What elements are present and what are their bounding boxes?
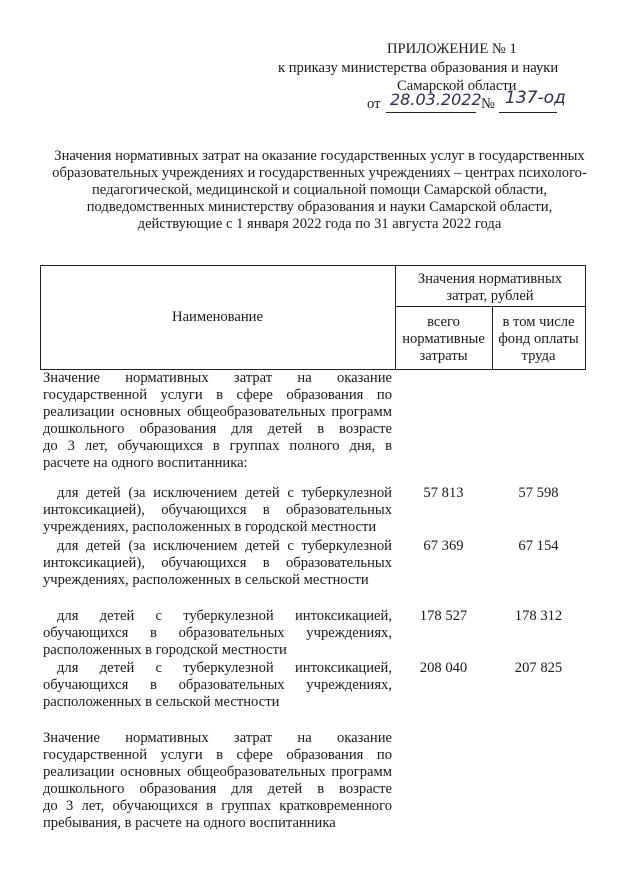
- row-line: для детей (за исключением детей с туберкулезной: [57, 485, 392, 501]
- row-line: учреждениях, расположенных в городской местности: [43, 519, 377, 535]
- section-1-line: дошкольного образования для детей в возрасте: [43, 421, 392, 437]
- header-total-line-1: всего: [427, 314, 460, 330]
- section-1-line: государственной услуги в сфере образования по: [43, 387, 392, 403]
- section-2-heading: [43, 731, 392, 841]
- row-line: учреждениях, расположенных в сельской местности: [43, 572, 369, 588]
- title-line-2: образовательных учреждениях и государственных учреждениях – центрах психолого-: [52, 165, 587, 181]
- appendix-number-label: №: [481, 96, 495, 112]
- header-subdivider: [395, 306, 585, 307]
- table-top-border: [40, 265, 585, 266]
- title-line-1: Значения нормативных затрат на оказание государственных услуг в государственных: [54, 148, 585, 164]
- header-group-line-2: затрат, рублей: [446, 288, 534, 304]
- date-underline: [386, 112, 476, 113]
- row-4-wage: 207 825: [514, 660, 563, 676]
- section-2-line: до 3 лет, обучающихся в группах кратковременного: [43, 798, 392, 814]
- row-3-description: [43, 609, 392, 661]
- section-1-line: Значение нормативных затрат на оказание: [43, 370, 392, 386]
- row-line: интоксикацией), обучающихся в образовательных: [43, 555, 392, 571]
- section-2-line: пребывания, в расчете на одного воспитанника: [43, 815, 336, 831]
- row-3-total: 178 527: [419, 608, 468, 624]
- row-line: интоксикацией), обучающихся в образовательных: [43, 502, 392, 518]
- appendix-number-handwritten: 137-од: [505, 88, 566, 108]
- row-line: расположенных в городской местности: [43, 642, 287, 658]
- row-line: расположенных в сельской местности: [43, 694, 280, 710]
- header-total-line-2: нормативные: [402, 331, 485, 347]
- table-right-border: [585, 265, 586, 370]
- row-3-wage: 178 312: [514, 608, 563, 624]
- header-wage-line-1: в том числе: [502, 314, 575, 330]
- appendix-from-label: от: [367, 96, 381, 112]
- header-total-line-3: затраты: [419, 348, 468, 364]
- number-underline: [499, 112, 557, 113]
- row-1-total: 57 813: [423, 485, 464, 501]
- title-line-5: действующие с 1 января 2022 года по 31 августа 2022 года: [137, 216, 502, 232]
- row-4-total: 208 040: [419, 660, 468, 676]
- row-line: обучающихся в образовательных учреждениях,: [43, 677, 392, 693]
- appendix-order-line: к приказу министерства образования и науки: [278, 60, 559, 76]
- appendix-date-handwritten: 28.03.2022: [390, 90, 482, 109]
- section-2-line: дошкольного образования для детей в возрасте: [43, 781, 392, 797]
- row-1-wage: 57 598: [518, 485, 559, 501]
- row-2-description: [43, 539, 392, 591]
- section-2-line: реализации основных общеобразовательных программ: [43, 764, 392, 780]
- row-2-total: 67 369: [423, 538, 464, 554]
- row-line: для детей (за исключением детей с туберкулезной: [57, 538, 392, 554]
- header-wage-line-2: фонд оплаты: [498, 331, 579, 347]
- row-4-description: [43, 661, 392, 713]
- header-wage-line-3: труда: [521, 348, 556, 364]
- row-line: для детей с туберкулезной интоксикацией,: [57, 608, 392, 624]
- title-line-4: подведомственных министерству образования и науки Самарской области,: [86, 199, 553, 215]
- section-2-line: государственной услуги в сфере образования по: [43, 747, 392, 763]
- section-1-line: реализации основных общеобразовательных программ: [43, 404, 392, 420]
- appendix-title: ПРИЛОЖЕНИЕ № 1: [387, 41, 517, 57]
- section-1-line: до 3 лет, обучающихся в группах полного дня, в: [43, 438, 392, 454]
- row-2-wage: 67 154: [518, 538, 559, 554]
- title-line-3: педагогической, медицинской и социальной помощи Самарской области,: [91, 182, 548, 198]
- appendix-region-line: Самарской области: [397, 78, 517, 94]
- section-1-line: расчете на одного воспитанника:: [43, 455, 248, 471]
- section-1-heading: [43, 371, 392, 481]
- row-1-description: [43, 486, 392, 538]
- header-group-line-1: Значения нормативных: [417, 271, 563, 287]
- header-name: Наименование: [172, 309, 263, 325]
- section-2-line: Значение нормативных затрат на оказание: [43, 730, 392, 746]
- row-line: для детей с туберкулезной интоксикацией,: [57, 660, 392, 676]
- row-line: обучающихся в образовательных учреждениях,: [43, 625, 392, 641]
